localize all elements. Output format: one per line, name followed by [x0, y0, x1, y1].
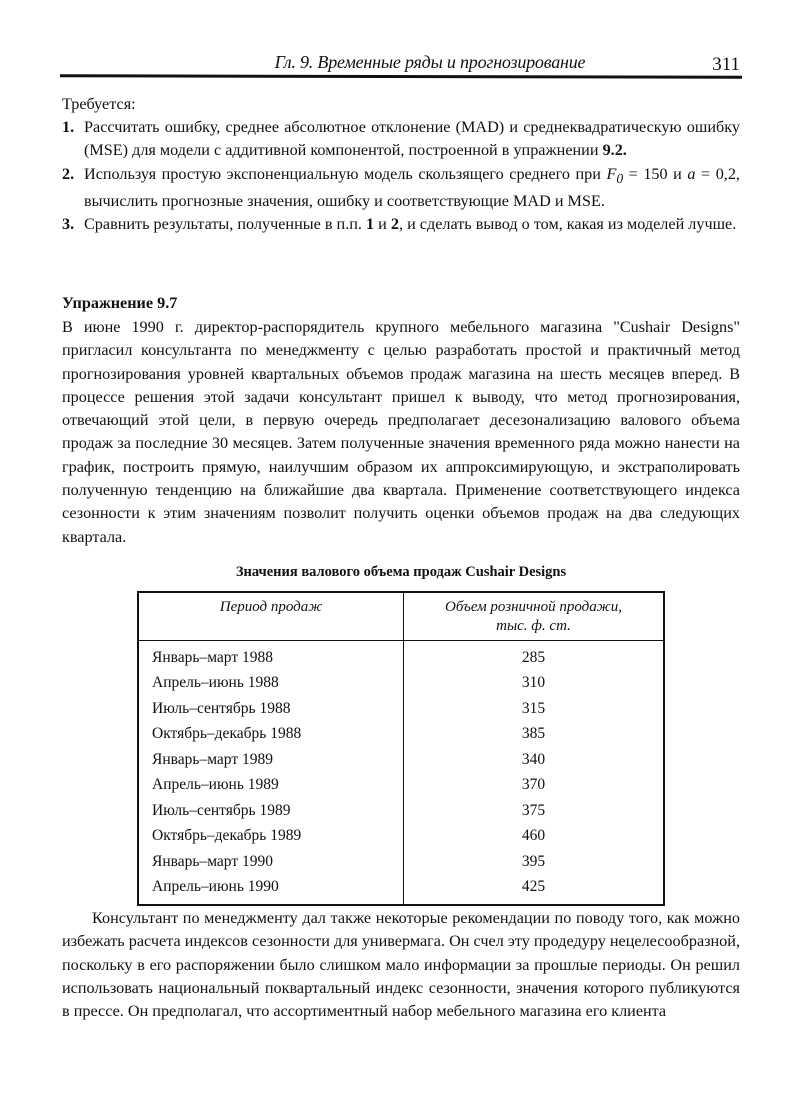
- requirement-item: [62, 116, 740, 163]
- continuation-paragraph: Консультант по менеджменту дал также некоторые рекомендации по поводу того, как можно избежать расчета индексов сезонности для универмага. Он счел эту продедуру нецелесообразной, поскольку в его распоряжении было слишком мало информации за прошлые периоды. Он решил использовать национальный поквартальный индекс сезонности, значения которого публикуются в прессе. Он предполагал, что ассортиментный набор мебельного магазина его клиента: [62, 909, 740, 1021]
- table-caption: Значения валового объема продаж Cushair Designs: [235, 564, 567, 580]
- f-symbol: F: [606, 164, 617, 183]
- cell-period: Апрель–июнь 1989: [138, 773, 404, 799]
- header-period: Период продаж: [138, 592, 404, 641]
- cell-period: Январь–март 1990: [138, 849, 404, 875]
- item-text: Используя простую экспоненциальную модель скользящего среднего при: [84, 164, 607, 183]
- item-text: = 0,2, вычислить прогнозные значения, ошибку и соответствующие MAD и MSE.: [84, 164, 740, 211]
- sales-table: [137, 591, 665, 906]
- cell-period: Апрель–июнь 1990: [138, 875, 404, 906]
- cell-period: Октябрь–декабрь 1989: [138, 824, 404, 850]
- cell-period: Июль–сентябрь 1988: [138, 696, 404, 722]
- item-text: , и сделать вывод о том, какая из моделей лучше.: [398, 215, 737, 234]
- cell-value: 375: [521, 801, 546, 819]
- item-text: Рассчитать ошибку, среднее абсолютное отклонение (MAD) и среднеквадратическую ошибку (MSE) для модели с аддитивной компонентой, построенной в упражнении: [84, 118, 740, 160]
- f-subscript: 0: [616, 170, 624, 186]
- chapter-title: Гл. 9. Временные ряды и прогнозирование: [274, 52, 586, 72]
- cell-value: 425: [521, 878, 546, 896]
- cell-value: 460: [521, 827, 546, 845]
- header-volume: [404, 592, 665, 641]
- table-row: [138, 722, 664, 748]
- exercise-ref: 9.2.: [602, 141, 627, 160]
- table-row: [138, 641, 664, 671]
- cell-value: 310: [521, 674, 546, 692]
- item-number: 2.: [62, 164, 75, 183]
- table-row: [138, 824, 664, 850]
- requirements-list: [62, 116, 740, 237]
- formula-f0: [606, 164, 624, 186]
- table-row: [138, 671, 664, 697]
- alpha-symbol: a: [687, 164, 696, 183]
- item-text: Сравнить результаты, полученные в п.п.: [84, 215, 367, 234]
- item-number: 1.: [62, 118, 75, 136]
- header-volume-line2: тыс. ф. ст.: [496, 618, 571, 634]
- cell-value: 370: [521, 776, 546, 794]
- exercise-title: Упражнение 9.7: [62, 294, 178, 312]
- header-rule: [60, 74, 742, 78]
- table-row: [138, 747, 664, 773]
- table-header-row: [138, 592, 664, 641]
- cell-value: 315: [521, 699, 546, 717]
- table-row: [138, 773, 664, 799]
- cell-period: Июль–сентябрь 1989: [138, 798, 404, 824]
- page-number: 311: [712, 54, 740, 75]
- table-row: [138, 798, 664, 824]
- table-row: [138, 875, 664, 906]
- cell-value: 395: [521, 852, 546, 870]
- header-volume-line1: Объем розничной продажи,: [445, 599, 622, 615]
- cell-period: Апрель–июнь 1988: [138, 671, 404, 697]
- cell-period: Октябрь–декабрь 1988: [138, 722, 404, 748]
- requirements-title: Требуется:: [62, 95, 136, 113]
- cell-period: Январь–март 1989: [138, 747, 404, 773]
- cell-value: 340: [521, 750, 546, 768]
- item-text: и: [374, 215, 391, 234]
- table-row: [138, 849, 664, 875]
- table-row: [138, 696, 664, 722]
- requirement-item: [62, 213, 740, 236]
- cell-value: 385: [521, 725, 546, 743]
- cell-value: 285: [521, 648, 546, 666]
- item-number: 3.: [62, 215, 75, 234]
- exercise-paragraph: В июне 1990 г. директор-распорядитель крупного мебельного магазина "Cushair Designs" пригласил консультанта по менеджменту с целью разработать простой и практичный метод прогнозирования уровней квартальных объемов продаж магазина на шесть месяцев вперед. В процессе решения этой задачи консультант пришел к выводу, что метод прогнозирования, отвечающий этой цели, в первую очередь предполагает десезонализацию валового объема продаж за последние 30 месяцев. Затем полученные значения временного ряда можно нанести на график, построить прямую, наилучшим образом их аппроксимирующую, и экстраполировать полученную тенденцию на ближайшие два квартала. Применение соответствующего индекса сезонности к этим значениям позволит получить оценки объемов продаж на два следующих квартала.: [62, 318, 740, 546]
- item-ref: 2: [390, 215, 399, 234]
- requirement-item: [62, 163, 740, 214]
- item-text: = 150 и: [623, 164, 688, 183]
- cell-period: Январь–март 1988: [138, 641, 404, 671]
- item-ref: 1: [366, 215, 375, 234]
